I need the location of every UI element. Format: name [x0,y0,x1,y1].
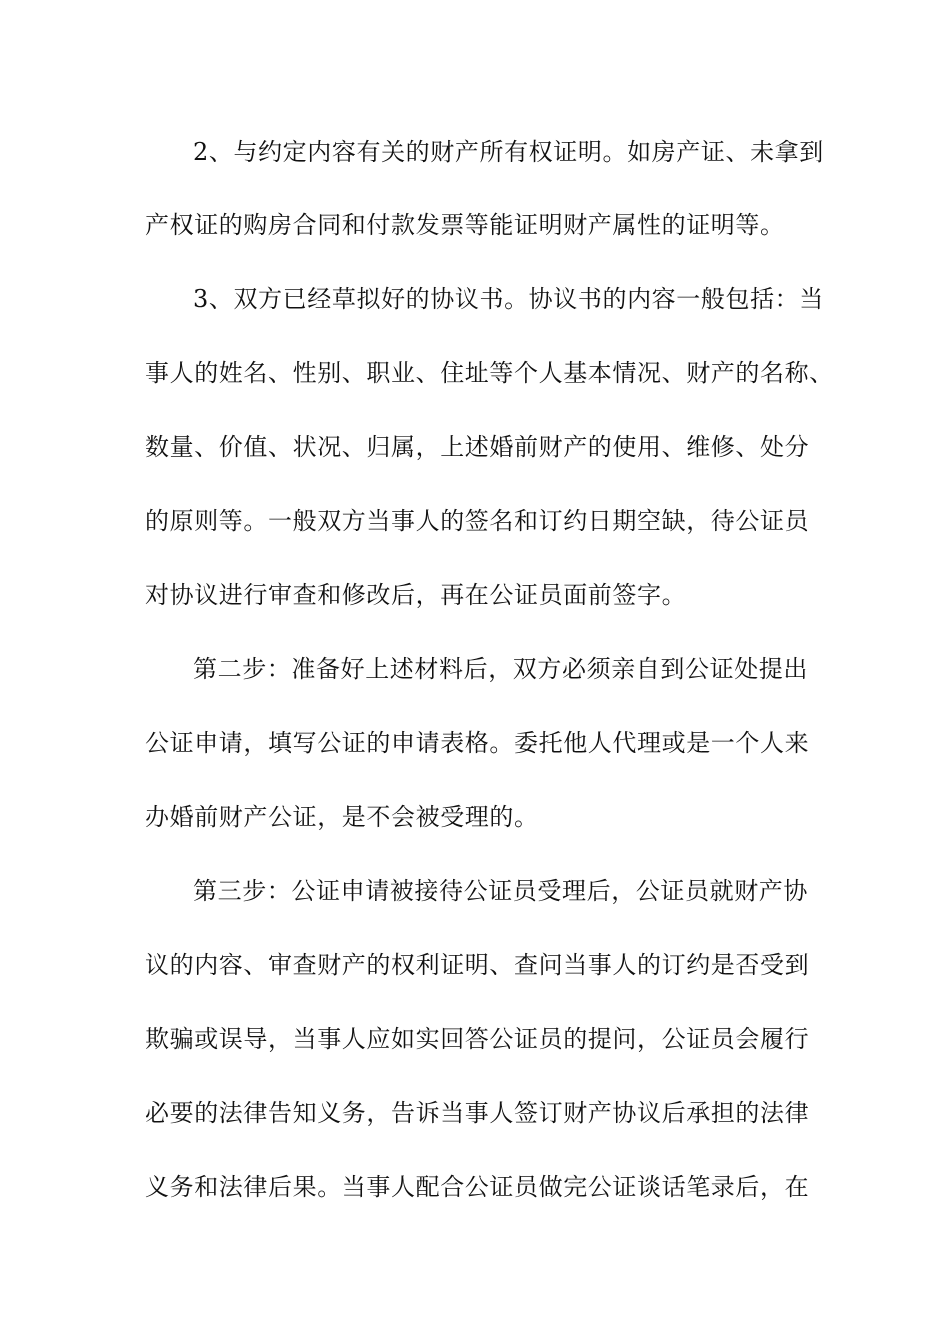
paragraph-line: 办婚前财产公证，是不会被受理的。 [145,803,539,831]
paragraph-line: 产权证的购房合同和付款发票等能证明财产属性的证明等。 [145,211,785,239]
paragraph-line: 议的内容、审查财产的权利证明、查问当事人的订约是否受到 [145,951,810,979]
paragraph-line: 第二步：准备好上述材料后，双方必须亲自到公证处提出 [193,655,808,683]
paragraph-line: 义务和法律后果。当事人配合公证员做完公证谈话笔录后，在 [145,1173,810,1201]
paragraph-line: 必要的法律告知义务，告诉当事人签订财产协议后承担的法律 [145,1099,810,1127]
paragraph-line: 公证申请，填写公证的申请表格。委托他人代理或是一个人来 [145,729,810,757]
paragraph-line: 2、与约定内容有关的财产所有权证明。如房产证、未拿到 [193,138,824,166]
paragraph-line: 第三步：公证申请被接待公证员受理后，公证员就财产协 [193,877,808,905]
paragraph-line: 对协议进行审查和修改后，再在公证员面前签字。 [145,581,687,609]
paragraph-line: 数量、价值、状况、归属，上述婚前财产的使用、维修、处分 [145,433,810,461]
paragraph-line: 3、双方已经草拟好的协议书。协议书的内容一般包括：当 [193,285,824,313]
paragraph-line: 的原则等。一般双方当事人的签名和订约日期空缺，待公证员 [145,507,810,535]
paragraph-line: 欺骗或误导，当事人应如实回答公证员的提问，公证员会履行 [145,1025,810,1053]
paragraph-line: 事人的姓名、性别、职业、住址等个人基本情况、财产的名称、 [145,359,834,387]
